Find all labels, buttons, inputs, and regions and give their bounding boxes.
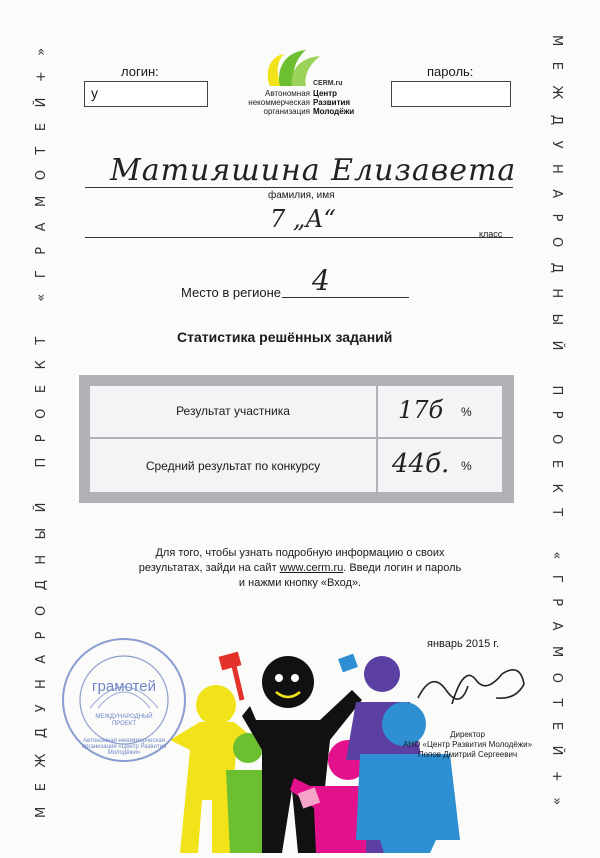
director-org: АНО «Центр Развития Молодёжи»: [402, 740, 533, 749]
stats-table: [79, 375, 514, 503]
rank-line: [282, 297, 409, 298]
login-field[interactable]: [84, 81, 208, 107]
stats-row-1-value: 17б: [398, 396, 444, 424]
issue-date: январь 2015 г.: [427, 638, 500, 650]
logo-name-1: Центр: [313, 89, 338, 98]
stamp-sub-1: МЕЖДУНАРОДНЫЙ: [95, 714, 153, 720]
student-class: 7 „А“: [270, 205, 336, 233]
info-text: [120, 546, 480, 591]
login-label: логин:: [121, 64, 159, 79]
logo-site: CERM.ru: [313, 80, 343, 87]
password-label: пароль:: [427, 64, 474, 79]
stats-row-2-value: 44б.: [392, 449, 450, 479]
logo-name-3: Молодёжи: [313, 107, 355, 116]
stats-row-1-label-cell: [90, 386, 376, 437]
class-caption: класс: [479, 229, 503, 239]
logo-line-1: Автономная: [265, 89, 310, 98]
info-line-2-post: . Введи логин и пароль: [343, 562, 462, 574]
stats-row-1-label: Результат участника: [176, 404, 290, 418]
stamp-center-text: грамотей: [92, 678, 156, 695]
logo-line-2: некоммерческая: [248, 98, 310, 107]
info-line-3: и нажми кнопку «Вход».: [238, 577, 362, 589]
cerm-link[interactable]: www.cerm.ru: [279, 562, 344, 574]
logo-name-2: Развития: [313, 98, 351, 107]
stats-row-2-label: Средний результат по конкурсу: [145, 459, 321, 473]
stats-row-1-value-cell: [378, 386, 502, 437]
stamp-sub-2: ПРОЕКТ: [111, 721, 136, 727]
class-line: [85, 237, 513, 238]
stamp-ring-text: Автономная некоммерческая организация «Центр Развития Молодёжи»: [81, 738, 167, 756]
stats-title: Статистика решённых заданий: [177, 329, 393, 345]
student-name: Матияшина Елизавета: [110, 153, 517, 188]
stats-row-1-unit: %: [461, 405, 472, 419]
side-text-right: МЕЖДУНАРОДНЫЙ ПРОЕКТ «ГРАМОТЕЙ+»: [549, 35, 564, 821]
login-value: у: [91, 85, 98, 101]
stats-row-2-value-cell: [378, 439, 502, 492]
name-caption: фамилия, имя: [268, 190, 335, 201]
stats-row-2-label-cell: [90, 439, 376, 492]
stats-row-2-unit: %: [461, 459, 472, 473]
rank-label: Место в регионе: [181, 285, 281, 300]
rank-value: 4: [312, 264, 330, 297]
password-field[interactable]: [391, 81, 511, 107]
info-line-2-pre: результатах, зайди на сайт: [138, 562, 280, 574]
director-name: Попов Дмитрий Сергеевич: [417, 750, 518, 759]
director-block: [400, 730, 535, 760]
organization-stamp: [60, 636, 188, 764]
director-title: Директор: [450, 730, 485, 739]
director-signature: [412, 660, 532, 710]
side-text-left: МЕЖДУНАРОДНЫЙ ПРОЕКТ «ГРАМОТЕЙ+»: [34, 32, 49, 818]
logo-line-3: организация: [263, 107, 310, 116]
info-line-1: Для того, чтобы узнать подробную информацию о своих: [155, 547, 445, 559]
